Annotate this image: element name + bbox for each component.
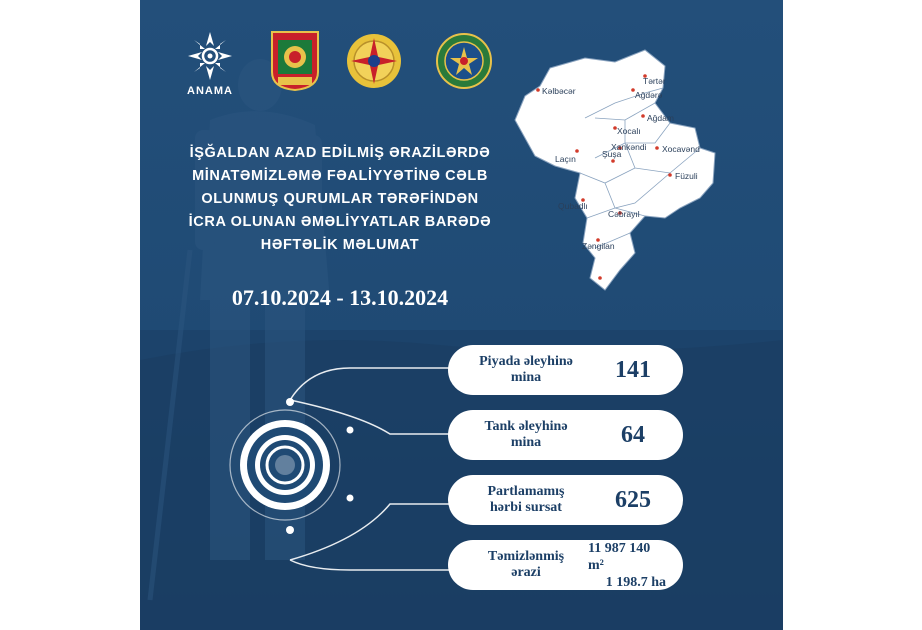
map-label-susa: Şuşa xyxy=(602,149,622,159)
headline-line: MİNATƏMİZLƏMƏ FƏALİYYƏTİNƏ CƏLB xyxy=(192,168,488,184)
compass-star-emblem-icon xyxy=(345,32,403,90)
map-label-agdam: Ağdam xyxy=(647,113,674,123)
poster xyxy=(140,0,783,630)
shield-emblem-icon xyxy=(270,30,320,92)
date-range: 07.10.2024 - 13.10.2024 xyxy=(231,285,449,310)
map-label-kelbecer: Kəlbəcər xyxy=(542,86,576,96)
army-emblem xyxy=(270,30,320,97)
stat-label-line2: mina xyxy=(510,370,542,385)
stat-value: 625 xyxy=(615,486,651,513)
map-label-xocali: Xocalı xyxy=(617,126,641,136)
map-label-qubadli: Qubadlı xyxy=(558,201,588,211)
stat-label xyxy=(466,345,586,395)
stat-label-line1: Partlamamış xyxy=(487,484,565,499)
map-label-agdere: Ağdərə xyxy=(635,90,663,100)
map-label-zengilan: Zəngilan xyxy=(582,241,615,251)
stat-card-antitank xyxy=(448,410,683,460)
map-label-fuzuli: Füzuli xyxy=(675,171,698,181)
region-map xyxy=(495,48,755,293)
target-icon xyxy=(230,410,340,520)
stat-label-line2: hərbi sursat xyxy=(490,500,562,515)
map-label-xankendi: Xankəndi xyxy=(611,142,647,152)
stat-label xyxy=(466,410,586,460)
anama-star-icon xyxy=(188,32,232,80)
round-emblem-icon xyxy=(435,32,493,90)
headline-line: OLUNMUŞ QURUMLAR TƏRƏFİNDƏN xyxy=(201,191,479,207)
stat-label xyxy=(466,540,586,590)
stat-value-line2: 1 198.7 ha xyxy=(605,574,666,590)
stat-label-line1: Piyada əleyhinə xyxy=(479,354,573,369)
stat-label-line2: ərazi xyxy=(511,565,541,580)
stat-card-antipersonnel xyxy=(448,345,683,395)
stat-card-cleared-area xyxy=(448,540,683,590)
map-shape xyxy=(495,48,755,293)
stat-label-line1: Tank əleyhinə xyxy=(484,419,568,434)
headline-line: HƏFTƏLİK MƏLUMAT xyxy=(260,237,420,253)
headline xyxy=(160,142,520,257)
stat-value: 141 xyxy=(615,356,651,383)
headline-line: İCRA OLUNAN ƏMƏLİYYATLAR BARƏDƏ xyxy=(188,214,492,230)
map-label-terter: Tərtər xyxy=(643,76,666,86)
stat-label-line2: mina xyxy=(510,435,542,450)
map-label-lacin: Laçın xyxy=(555,154,576,164)
map-label-cebrayil: Cəbrayıl xyxy=(608,209,640,219)
border-service-emblem xyxy=(435,32,493,95)
map-label-xocavend: Xocavənd xyxy=(662,144,700,154)
stat-value xyxy=(588,540,678,590)
stat-value: 64 xyxy=(621,421,645,448)
headline-line: İŞĞALDAN AZAD EDİLMİŞ ƏRAZİLƏRDƏ xyxy=(189,145,491,161)
emergency-emblem xyxy=(345,32,403,95)
anama-logo-text: ANAMA xyxy=(187,85,233,97)
stat-label-line1: Təmizlənmiş xyxy=(487,549,565,564)
stat-value-line1: 11 987 140 m² xyxy=(588,540,651,573)
stat-card-uxo xyxy=(448,475,683,525)
anama-logo xyxy=(188,32,232,85)
stat-label xyxy=(466,475,586,525)
